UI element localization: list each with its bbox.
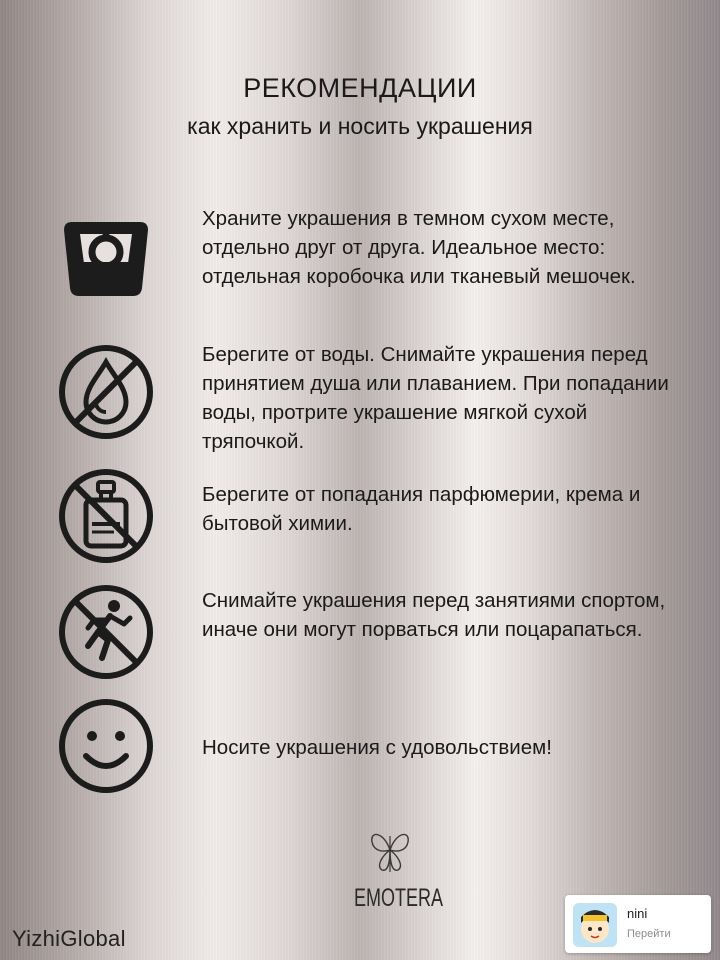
no-perfume-icon [54,464,158,568]
smile-icon [54,694,158,798]
recommendation-sport-text: Снимайте украшения перед занятиями спортом, иначе они могут порваться или поцарапаться. [202,589,666,641]
no-water-icon [54,340,158,444]
no-sport-icon [54,580,158,684]
ring-box-icon [54,200,158,304]
profile-card[interactable] [565,895,711,953]
avatar [573,903,617,947]
recommendation-water-text: Берегите от воды. Снимайте украшения перед принятием душа или плаванием. При попадании воды, протрите украшение мягкой сухой тряпочкой. [202,343,669,453]
recommendation-perfume-text: Берегите от попадания парфюмерии, крема и бытовой химии. [202,483,641,535]
brand-logo-text: EMOTERA [354,884,444,912]
butterfly-logo-icon [360,822,420,878]
page-subtitle: как хранить и носить украшения [187,113,533,139]
recommendation-enjoy-text: Носите украшения с удовольствием! [202,736,552,759]
profile-name: nini [627,906,648,921]
brand-logo [340,822,444,922]
page-header [0,70,720,143]
cartoon-avatar-icon [573,903,617,947]
profile-go-link[interactable]: Перейти [627,928,671,940]
watermark-text: YizhiGlobal [12,926,126,951]
page-title: РЕКОМЕНДАЦИИ [243,73,477,103]
recommendation-storage-text: Храните украшения в темном сухом месте, отдельно друг от друга. Идеальное место: отдельная коробочка или тканевый мешочек. [202,207,636,288]
